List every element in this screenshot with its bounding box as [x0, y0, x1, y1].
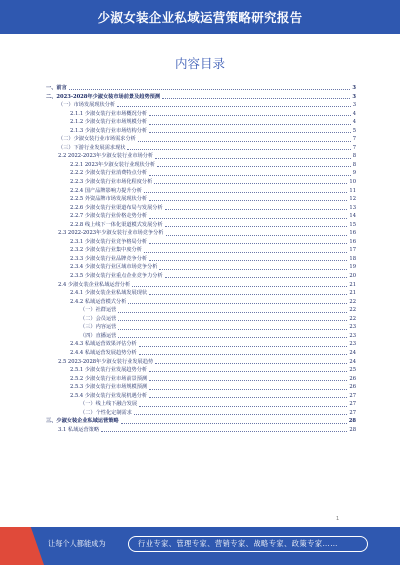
toc-entry-page: 3 — [352, 93, 356, 100]
toc-entry-label: 2.2.4 国产品牌影响力提升分析 — [70, 187, 142, 194]
toc-entry-page: 22 — [349, 298, 356, 305]
toc-entry-page: 9 — [352, 170, 356, 177]
toc-leader-dots — [149, 380, 347, 381]
toc-entry-label: 2.5 2023-2028年少淑女装行业发展趋势 — [58, 358, 154, 365]
toc-entry[interactable] — [46, 169, 356, 178]
toc-entry[interactable] — [46, 93, 356, 102]
toc-leader-dots — [139, 346, 348, 347]
toc-leader-dots — [118, 337, 347, 338]
toc-entry[interactable] — [46, 127, 356, 136]
toc-leader-dots — [165, 277, 348, 278]
toc-leader-dots — [149, 115, 351, 116]
toc-entry[interactable] — [46, 323, 356, 332]
toc-leader-dots — [155, 158, 351, 159]
toc-leader-dots — [139, 354, 348, 355]
toc-entry-page: 3 — [352, 85, 356, 91]
toc-entry-page: 26 — [349, 375, 356, 382]
toc-heading: 内容目录 — [174, 56, 225, 71]
toc-entry[interactable] — [46, 212, 356, 221]
toc-entry-page: 27 — [349, 401, 356, 408]
toc-entry[interactable] — [46, 221, 356, 230]
toc-entry[interactable] — [46, 84, 356, 93]
toc-entry[interactable] — [46, 409, 356, 418]
toc-entry-page: 4 — [352, 110, 356, 117]
toc-entry-label: 2.2.5 外资品牌市场发展现状分析 — [70, 196, 148, 203]
toc-leader-dots — [127, 149, 350, 150]
toc-entry-page: 23 — [349, 324, 356, 331]
toc-leader-dots — [101, 431, 347, 432]
toc-entry[interactable] — [46, 187, 356, 196]
toc-entry[interactable] — [46, 246, 356, 255]
toc-leader-dots — [159, 269, 347, 270]
toc-entry-label: （四）直播运营 — [80, 332, 117, 339]
table-of-contents — [46, 84, 356, 434]
toc-entry-label: 2.3.3 少淑女装行业品牌竞争分析 — [70, 255, 148, 262]
toc-entry-label: 2.2.3 少淑女装行业市场化程度分析 — [70, 179, 153, 186]
toc-entry-page: 23 — [349, 332, 356, 339]
toc-entry-label: 3.1 私域运营策略 — [58, 426, 100, 433]
toc-entry-label: （一）市场发展现状分析 — [58, 102, 116, 109]
toc-leader-dots — [165, 209, 348, 210]
toc-entry-label: 2.3 2022-2023年少淑女装行业市场竞争分析 — [58, 230, 164, 237]
toc-entry-label: 2.5.1 少淑女装行业发展趋势分析 — [70, 367, 148, 374]
toc-entry-page: 7 — [352, 144, 356, 151]
toc-entry-label: 2.2.2 少淑女装行业消费特点分析 — [70, 170, 148, 177]
toc-entry-page: 17 — [349, 247, 356, 254]
toc-entry[interactable] — [46, 315, 356, 324]
toc-entry-label: 2.1.1 少淑女装行业市场概况分析 — [70, 110, 148, 117]
toc-entry[interactable] — [46, 400, 356, 409]
toc-entry[interactable] — [46, 263, 356, 272]
toc-entry-page: 7 — [352, 136, 356, 143]
toc-leader-dots — [144, 192, 347, 193]
toc-entry-label: 2.2.1 2023年少淑女装行业现状分析 — [70, 161, 156, 168]
toc-entry[interactable] — [46, 135, 356, 144]
toc-entry-page: 11 — [349, 187, 356, 194]
toc-entry[interactable] — [46, 110, 356, 119]
toc-entry[interactable] — [46, 426, 356, 435]
toc-entry-label: 2.5.4 少淑女装行业发展机遇分析 — [70, 392, 148, 399]
toc-entry-page: 8 — [352, 153, 356, 160]
toc-entry-page: 15 — [349, 221, 356, 228]
toc-leader-dots — [162, 98, 350, 99]
toc-entry[interactable] — [46, 332, 356, 341]
toc-entry-page: 4 — [352, 119, 356, 126]
toc-entry[interactable] — [46, 349, 356, 358]
toc-entry[interactable] — [46, 204, 356, 213]
toc-entry-label: （二）个性化定制需求 — [80, 409, 132, 416]
toc-entry-label: 三、少淑女装企业私域运营策略 — [46, 418, 119, 425]
toc-entry-label: 2.3.4 少淑女装行业区域市场竞争分析 — [70, 264, 158, 271]
toc-leader-dots — [155, 363, 347, 364]
toc-entry-label: 2.3.5 少淑女装行业重点企业竞争力分析 — [70, 273, 163, 280]
toc-leader-dots — [69, 89, 351, 90]
toc-leader-dots — [118, 320, 347, 321]
toc-leader-dots — [118, 312, 347, 313]
toc-entry-label: 2.4.3 私域运营效果评估分析 — [70, 341, 137, 348]
toc-entry[interactable] — [46, 152, 356, 161]
toc-entry-label: 2.4.1 少淑女装企业私域发展现状 — [70, 290, 148, 297]
toc-leader-dots — [149, 389, 347, 390]
toc-leader-dots — [149, 243, 347, 244]
toc-leader-dots — [165, 226, 348, 227]
toc-entry[interactable] — [46, 281, 356, 290]
toc-leader-dots — [149, 175, 351, 176]
toc-entry-page: 23 — [349, 341, 356, 348]
toc-entry[interactable] — [46, 144, 356, 153]
toc-entry[interactable] — [46, 366, 356, 375]
toc-entry[interactable] — [46, 238, 356, 247]
toc-leader-dots — [134, 414, 348, 415]
page-number: 1 — [336, 516, 340, 522]
toc-leader-dots — [157, 166, 351, 167]
toc-leader-dots — [118, 329, 347, 330]
toc-entry-label: 2.4 少淑女装企业私域运营分析 — [58, 281, 131, 288]
toc-entry-label: 一、前言 — [46, 85, 67, 91]
toc-entry-page: 27 — [349, 409, 356, 416]
toc-entry-label: （二）会员运营 — [80, 315, 117, 322]
toc-entry-page: 28 — [349, 426, 356, 433]
toc-leader-dots — [132, 286, 347, 287]
toc-leader-dots — [149, 397, 347, 398]
toc-leader-dots — [149, 124, 351, 125]
toc-entry[interactable] — [46, 417, 356, 426]
toc-entry-label: 2.3.2 少淑女装行业集中度分析 — [70, 247, 142, 254]
footer-bar — [0, 527, 400, 565]
toc-entry-label: 2.2.7 少淑女装行业价格走势分析 — [70, 213, 148, 220]
toc-entry[interactable] — [46, 101, 356, 110]
toc-leader-dots — [149, 294, 347, 295]
toc-entry-label: 2.2.6 少淑女装行业渠道布局与发展分析 — [70, 204, 163, 211]
toc-entry-page: 12 — [349, 196, 356, 203]
toc-entry-page: 28 — [348, 418, 356, 425]
toc-entry-page: 21 — [349, 290, 356, 297]
toc-entry[interactable] — [46, 178, 356, 187]
toc-entry[interactable] — [46, 375, 356, 384]
toc-entry-label: 2.5.3 少淑女装行业市场规模预测 — [70, 384, 148, 391]
toc-entry-page: 26 — [349, 384, 356, 391]
toc-entry-page: 13 — [349, 204, 356, 211]
toc-entry[interactable] — [46, 298, 356, 307]
toc-entry-page: 8 — [352, 161, 356, 168]
toc-entry[interactable] — [46, 195, 356, 204]
footer-accent-shape — [0, 527, 44, 565]
toc-entry-label: 2.5.2 少淑女装行业市场前景预测 — [70, 375, 148, 382]
toc-leader-dots — [117, 106, 351, 107]
toc-leader-dots — [149, 132, 351, 133]
toc-entry-page: 10 — [349, 179, 356, 186]
toc-entry[interactable] — [46, 358, 356, 367]
toc-entry-label: （一）线上线下融合发展 — [80, 401, 138, 408]
toc-leader-dots — [149, 260, 347, 261]
toc-entry[interactable] — [46, 229, 356, 238]
toc-leader-dots — [149, 371, 347, 372]
toc-entry-label: 2.4.2 私域运营模式分析 — [70, 298, 127, 305]
toc-entry-page: 24 — [349, 349, 356, 356]
toc-leader-dots — [149, 200, 347, 201]
toc-entry-page: 14 — [349, 213, 356, 220]
toc-entry-label: 2.1.2 少淑女装行业市场规模分析 — [70, 119, 148, 126]
footer-slogan: 让每个人都能成为 — [48, 539, 106, 548]
report-title: 少淑女装企业私域运营策略研究报告 — [97, 10, 303, 25]
toc-entry[interactable] — [46, 255, 356, 264]
toc-leader-dots — [149, 218, 347, 219]
toc-entry[interactable] — [46, 289, 356, 298]
footer-expert-list: 行业专家、管理专家、营销专家、战略专家、政策专家…… — [138, 539, 338, 548]
toc-entry-page: 20 — [349, 273, 356, 280]
toc-entry-label: （一）社群运营 — [80, 307, 117, 314]
toc-leader-dots — [128, 303, 347, 304]
toc-entry-label: （二）少淑女装行业市场需求分析 — [58, 136, 136, 143]
toc-entry-page: 3 — [352, 102, 356, 109]
toc-entry-label: 2.1.3 少淑女装行业市场结构分析 — [70, 127, 148, 134]
toc-entry-label: （三）下游行业发展需求现状 — [58, 144, 126, 151]
toc-entry-page: 16 — [349, 230, 356, 237]
toc-entry-page: 24 — [349, 358, 356, 365]
toc-entry-page: 5 — [352, 127, 356, 134]
toc-entry-page: 19 — [349, 264, 356, 271]
toc-entry-label: 2.2.8 线上线下一体化渠道模式发展分析 — [70, 221, 163, 228]
toc-entry[interactable] — [46, 383, 356, 392]
toc-leader-dots — [121, 423, 347, 424]
toc-leader-dots — [144, 252, 347, 253]
toc-entry[interactable] — [46, 340, 356, 349]
toc-entry-page: 25 — [349, 367, 356, 374]
toc-entry-page: 18 — [349, 255, 356, 262]
toc-entry-page: 27 — [349, 392, 356, 399]
toc-entry-label: 2.3.1 少淑女装行业竞争格局分析 — [70, 238, 148, 245]
toc-entry-label: （三）内容运营 — [80, 324, 117, 331]
toc-leader-dots — [154, 183, 347, 184]
toc-entry[interactable] — [46, 306, 356, 315]
report-header-bar — [0, 0, 400, 34]
toc-entry[interactable] — [46, 272, 356, 281]
toc-leader-dots — [139, 406, 347, 407]
toc-entry[interactable] — [46, 161, 356, 170]
toc-entry[interactable] — [46, 392, 356, 401]
toc-entry-page: 22 — [349, 315, 356, 322]
toc-entry[interactable] — [46, 118, 356, 127]
toc-entry-page: 22 — [349, 307, 356, 314]
toc-leader-dots — [138, 141, 351, 142]
toc-leader-dots — [166, 235, 348, 236]
toc-entry-label: 二、2023-2028年少淑女装市场前景及趋势预测 — [46, 93, 161, 100]
toc-entry-page: 16 — [349, 238, 356, 245]
toc-entry-label: 2.4.4 私域运营发展趋势分析 — [70, 349, 137, 356]
toc-entry-label: 2.2 2022-2023年少淑女装行业市场分析 — [58, 153, 154, 160]
toc-entry-page: 21 — [349, 281, 356, 288]
